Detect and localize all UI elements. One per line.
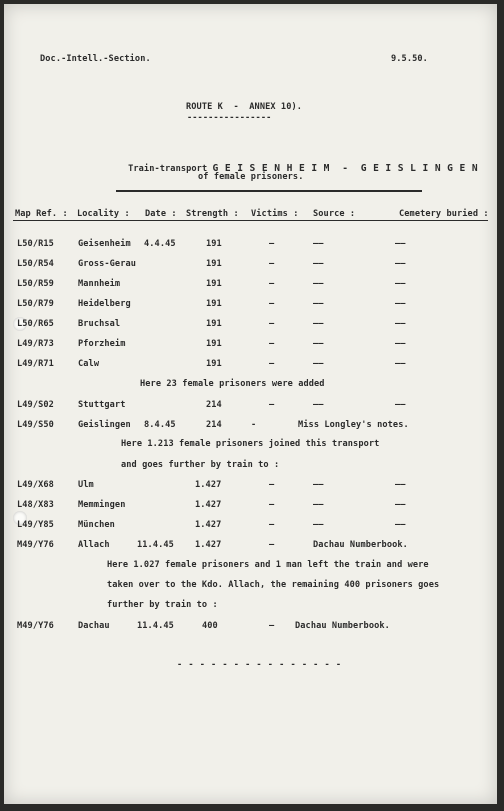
map-ref: L50/R79 (17, 299, 54, 309)
note-left-continued: taken over to the Kdo. Allach, the remaining 400 prisoners goes (107, 580, 440, 590)
col-strength: Strength : (186, 209, 239, 219)
date: 4.4.45 (144, 239, 176, 249)
strength: 1.427 (195, 500, 222, 510)
note-added: Here 23 female prisoners were added (140, 379, 325, 389)
source: —— (313, 500, 324, 510)
map-ref: M49/Y76 (17, 621, 54, 631)
cemetery: —— (395, 339, 406, 349)
strength: 1.427 (195, 520, 222, 530)
victims: — (269, 520, 275, 530)
map-ref: L49/R73 (17, 339, 54, 349)
date: 11.4.45 (137, 540, 174, 550)
transport-subtitle: of female prisoners. (198, 172, 304, 182)
cemetery: —— (395, 279, 406, 289)
victims: — (269, 259, 275, 269)
locality: Stuttgart (78, 400, 126, 410)
locality: Dachau (78, 621, 110, 631)
cemetery: —— (395, 259, 406, 269)
note-joined-continued: and goes further by train to : (121, 460, 280, 470)
map-ref: L50/R65 (17, 319, 54, 329)
map-ref: L50/R59 (17, 279, 54, 289)
strength: 191 (206, 319, 222, 329)
source: —— (313, 520, 324, 530)
map-ref: L49/S50 (17, 420, 54, 430)
col-source: Source : (313, 209, 356, 219)
source: —— (313, 299, 324, 309)
map-ref: L48/X83 (17, 500, 54, 510)
victims: — (269, 400, 275, 410)
map-ref: M49/Y76 (17, 540, 54, 550)
cemetery: —— (395, 299, 406, 309)
strength: 1.427 (195, 540, 222, 550)
strength: 191 (206, 259, 222, 269)
victims: — (269, 339, 275, 349)
locality: München (78, 520, 115, 530)
strength: 191 (206, 339, 222, 349)
col-date: Date : (145, 209, 177, 219)
header-rule (13, 220, 488, 221)
victims: - (251, 420, 257, 430)
cemetery: —— (395, 520, 406, 530)
col-victims: Victims : (251, 209, 299, 219)
victims: — (269, 299, 275, 309)
source: —— (313, 259, 324, 269)
cemetery: —— (395, 239, 406, 249)
locality: Geislingen (78, 420, 131, 430)
victims: — (269, 621, 275, 631)
source: —— (313, 239, 324, 249)
strength: 191 (206, 299, 222, 309)
transport-title-prefix: Train-transport (128, 164, 213, 174)
strength: 214 (206, 400, 222, 410)
locality: Pforzheim (78, 339, 126, 349)
source: —— (313, 339, 324, 349)
note-joined: Here 1.213 female prisoners joined this transport (121, 439, 380, 449)
locality: Geisenheim (78, 239, 131, 249)
locality: Allach (78, 540, 110, 550)
cemetery: —— (395, 319, 406, 329)
victims: — (269, 279, 275, 289)
note-left-continued: further by train to : (107, 600, 218, 610)
strength: 191 (206, 239, 222, 249)
locality: Heidelberg (78, 299, 131, 309)
source-note: Dachau Numberbook. (295, 621, 390, 631)
note-left: Here 1.027 female prisoners and 1 man left the train and were (107, 560, 429, 570)
route-underline: ---------------- (187, 113, 272, 123)
victims: — (269, 359, 275, 369)
strength: 400 (202, 621, 218, 631)
source-note: Dachau Numberbook. (313, 540, 408, 550)
map-ref: L49/X68 (17, 480, 54, 490)
map-ref: L49/Y85 (17, 520, 54, 530)
victims: — (269, 239, 275, 249)
victims: — (269, 319, 275, 329)
cemetery: —— (395, 400, 406, 410)
locality: Memmingen (78, 500, 126, 510)
locality: Gross-Gerau (78, 259, 137, 269)
source: —— (313, 359, 324, 369)
date: 8.4.45 (144, 420, 176, 430)
strength: 191 (206, 359, 222, 369)
source: —— (313, 400, 324, 410)
cemetery: —— (395, 480, 406, 490)
transport-title-route: G E I S E N H E I M - G E I S L I N G E N (212, 163, 479, 174)
cemetery: —— (395, 500, 406, 510)
map-ref: L50/R15 (17, 239, 54, 249)
closing-rule: - - - - - - - - - - - - - - - (177, 660, 342, 670)
source-note: Miss Longley's notes. (298, 420, 409, 430)
map-ref: L49/R71 (17, 359, 54, 369)
victims: — (269, 480, 275, 490)
title-rule (116, 190, 422, 192)
cemetery: —— (395, 359, 406, 369)
document-date: 9.5.50. (391, 54, 428, 64)
strength: 1.427 (195, 480, 222, 490)
map-ref: L49/S02 (17, 400, 54, 410)
source: —— (313, 279, 324, 289)
col-cemetery: Cemetery buried : (399, 209, 489, 219)
victims: — (269, 500, 275, 510)
locality: Ulm (78, 480, 94, 490)
locality: Mannheim (78, 279, 121, 289)
locality: Bruchsal (78, 319, 121, 329)
strength: 214 (206, 420, 222, 430)
source: —— (313, 480, 324, 490)
route-title: ROUTE K - ANNEX 10). (186, 102, 303, 112)
victims: — (269, 540, 275, 550)
locality: Calw (78, 359, 100, 369)
date: 11.4.45 (137, 621, 174, 631)
col-locality: Locality : (77, 209, 130, 219)
col-map-ref: Map Ref. : (15, 209, 68, 219)
source: —— (313, 319, 324, 329)
strength: 191 (206, 279, 222, 289)
document-page (4, 4, 497, 804)
section-label: Doc.-Intell.-Section. (40, 54, 151, 64)
map-ref: L50/R54 (17, 259, 54, 269)
